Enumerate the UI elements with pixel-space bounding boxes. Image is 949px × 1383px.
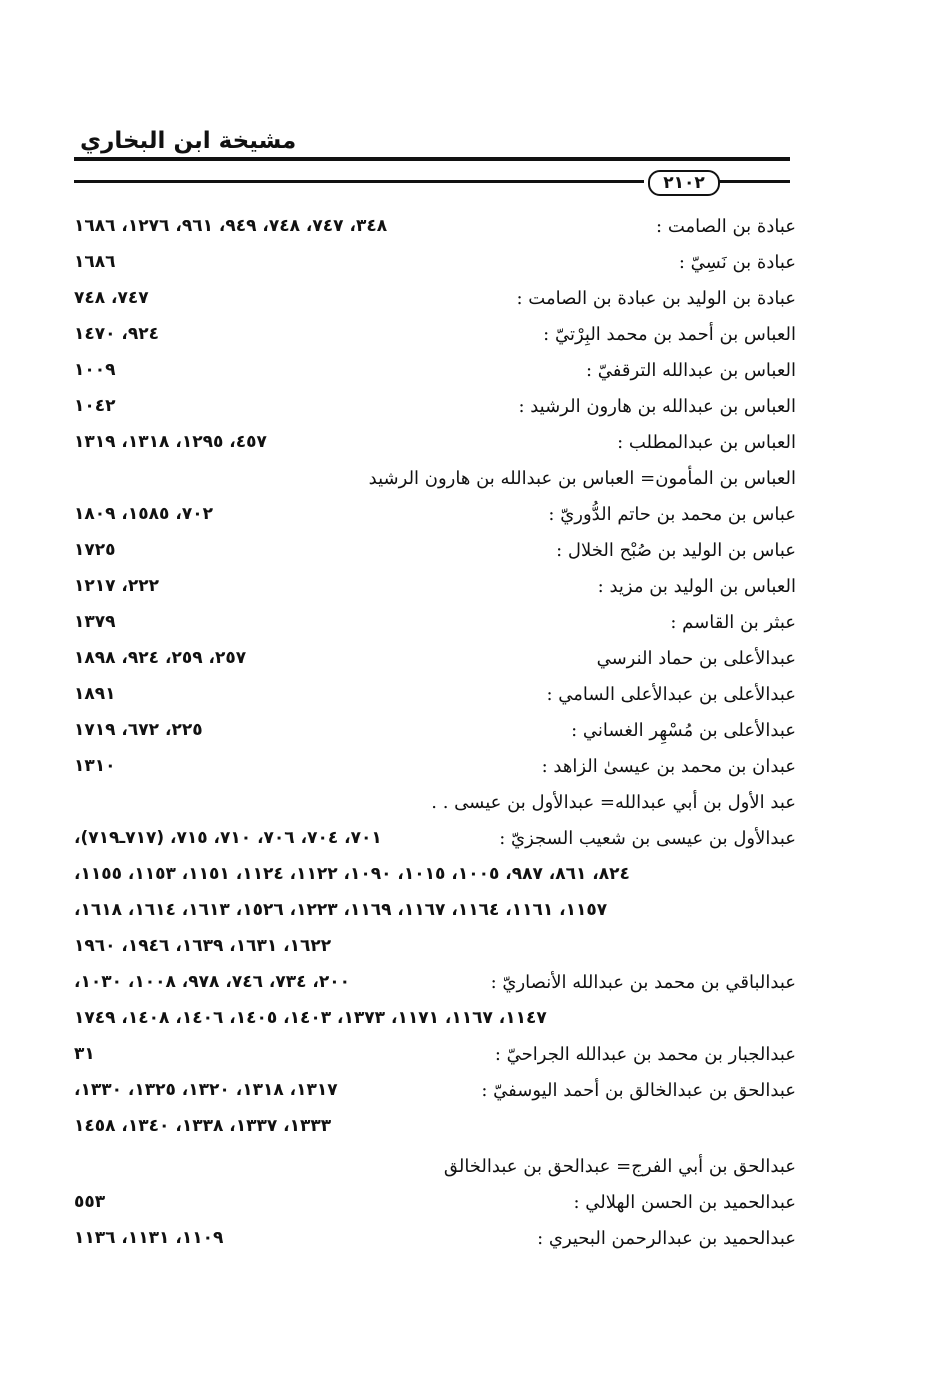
entry-references: ١٣٧٩ xyxy=(74,612,116,632)
entry-references: ١٦٨٦ xyxy=(74,252,116,272)
entry-name: عبدالأعلى بن حماد النرسي xyxy=(596,648,796,669)
index-entry xyxy=(74,572,796,608)
index-entry xyxy=(74,212,796,248)
entry-references: ١٣١٧، ١٣١٨، ١٣٢٠، ١٣٢٥، ١٣٣٠، xyxy=(74,1080,338,1100)
entry-references: ٩٢٤، ١٤٧٠ xyxy=(74,324,160,344)
entry-references: ٢٢٢، ١٢١٧ xyxy=(74,576,160,596)
entry-references: ٢٢٥، ٦٧٢، ١٧١٩ xyxy=(74,720,203,740)
index-entry xyxy=(74,536,796,572)
entry-references: ٧٤٧، ٧٤٨ xyxy=(74,288,149,308)
entry-name: عبادة بن نَسِيّ : xyxy=(678,252,796,273)
entry-name: عباس بن محمد بن حاتم الدُّوريّ : xyxy=(548,504,796,525)
index-entry xyxy=(74,1040,796,1076)
entry-name: العباس بن عبدالله الترقفيّ : xyxy=(586,360,796,381)
index-entry xyxy=(74,248,796,284)
entry-name: عبدالباقي بن محمد بن عبدالله الأنصاريّ : xyxy=(490,972,796,993)
entry-references-continued xyxy=(74,860,796,896)
entry-name: العباس بن المأمون= العباس بن عبدالله بن هارون الرشيد xyxy=(368,468,796,489)
index-entry xyxy=(74,716,796,752)
entry-name: العباس بن عبدالله بن هارون الرشيد : xyxy=(518,396,796,417)
index-entry xyxy=(74,752,796,788)
rule-line-left xyxy=(74,180,644,183)
entry-references: ٢٠٠، ٧٣٤، ٧٤٦، ٩٧٨، ١٠٠٨، ١٠٣٠، xyxy=(74,972,351,992)
entry-references-continued xyxy=(74,932,796,968)
entry-name: العباس بن عبدالمطلب : xyxy=(617,432,796,453)
entry-references: ٥٥٣ xyxy=(74,1192,106,1212)
page-number-rule xyxy=(74,170,790,194)
index-entries xyxy=(74,212,796,1260)
entry-name: عبادة بن الصامت : xyxy=(656,216,796,237)
index-entry xyxy=(74,392,796,428)
index-entry xyxy=(74,644,796,680)
entry-name: عبدان بن محمد بن عيسىٰ الزاهد : xyxy=(541,756,796,777)
index-entry xyxy=(74,608,796,644)
entry-references-continued xyxy=(74,1004,796,1040)
entry-references: ٢٥٧، ٢٥٩، ٩٢٤، ١٨٩٨ xyxy=(74,648,247,668)
index-entry xyxy=(74,1152,796,1188)
entry-name: عبد الأول بن أبي عبدالله= عبدالأول بن عيسى . . xyxy=(431,792,796,813)
entry-name: عبدالحق بن أبي الفرج= عبدالحق بن عبدالخالق xyxy=(443,1156,796,1177)
index-entry xyxy=(74,320,796,356)
entry-name: عبدالحميد بن عبدالرحمن البحيري : xyxy=(537,1228,796,1249)
index-entry xyxy=(74,500,796,536)
entry-references: ٧٠٢، ١٥٨٥، ١٨٠٩ xyxy=(74,504,213,524)
entry-name: عباس بن الوليد بن صُبْح الخلال : xyxy=(556,540,796,561)
index-entry xyxy=(74,464,796,500)
entry-name: عبدالأعلى بن عبدالأعلى السامي : xyxy=(546,684,796,705)
continued-references-text: ١١٤٧، ١١٦٧، ١١٧١، ١٣٧٣، ١٤٠٣، ١٤٠٥، ١٤٠٦، ١٤٠٨، ١٧٤٩ xyxy=(74,1008,547,1028)
index-entry xyxy=(74,680,796,716)
entry-name: عبدالأعلى بن مُسْهِر الغساني : xyxy=(571,720,796,741)
entry-name: عبدالحق بن عبدالخالق بن أحمد اليوسفيّ : xyxy=(481,1080,796,1101)
entry-name: عبدالحميد بن الحسن الهلالي : xyxy=(573,1192,796,1213)
index-entry xyxy=(74,1188,796,1224)
entry-references: ١٨٩١ xyxy=(74,684,116,704)
entry-references: ٣٤٨، ٧٤٧، ٧٤٨، ٩٤٩، ٩٦١، ١٢٧٦، ١٦٨٦ xyxy=(74,216,388,236)
index-entry xyxy=(74,968,796,1004)
entry-references: ١٠٠٩ xyxy=(74,360,116,380)
entry-references: ١٠٤٢ xyxy=(74,396,116,416)
index-entry xyxy=(74,428,796,464)
entry-name: عبدالأول بن عيسى بن شعيب السجزيّ : xyxy=(499,828,796,849)
entry-references-continued xyxy=(74,896,796,932)
entry-references: ٤٥٧، ١٢٩٥، ١٣١٨، ١٣١٩ xyxy=(74,432,267,452)
entry-references: ١٣١٠ xyxy=(74,756,116,776)
running-header-title: مشيخة ابن البخاري xyxy=(80,128,297,154)
continued-references-text: ١٦٢٢، ١٦٣١، ١٦٣٩، ١٩٤٦، ١٩٦٠ xyxy=(74,936,332,956)
entry-references: ١١٠٩، ١١٣١، ١١٣٦ xyxy=(74,1228,224,1248)
continued-references-text: ١١٥٧، ١١٦١، ١١٦٤، ١١٦٧، ١١٦٩، ١٢٢٣، ١٥٢٦، ١٦١٣، ١٦١٤، ١٦١٨، xyxy=(74,900,608,920)
index-entry xyxy=(74,824,796,860)
continued-references-text: ١٣٣٣، ١٣٣٧، ١٣٣٨، ١٣٤٠، ١٤٥٨ xyxy=(74,1116,332,1136)
entry-name: عبادة بن الوليد بن عبادة بن الصامت : xyxy=(516,288,796,309)
entry-references: ٧٠١، ٧٠٤، ٧٠٦، ٧١٠، ٧١٥، (٧١٧ـ٧١٩)، xyxy=(74,828,382,848)
index-entry xyxy=(74,788,796,824)
header-rule xyxy=(74,157,790,161)
entry-references: ١٧٢٥ xyxy=(74,540,116,560)
page-number: ٢١٠٢ xyxy=(648,170,720,196)
continued-references-text: ٨٢٤، ٨٦١، ٩٨٧، ١٠٠٥، ١٠١٥، ١٠٩٠، ١١٢٢، ١١٢٤، ١١٥١، ١١٥٣، ١١٥٥، xyxy=(74,864,630,884)
entry-name: عبثر بن القاسم : xyxy=(670,612,796,633)
index-entry xyxy=(74,284,796,320)
index-entry xyxy=(74,1076,796,1112)
entry-references: ٣١ xyxy=(74,1044,95,1064)
entry-references-continued xyxy=(74,1112,796,1148)
entry-name: عبدالجبار بن محمد بن عبدالله الجراحيّ : xyxy=(494,1044,796,1065)
index-entry xyxy=(74,1224,796,1260)
rule-line-right xyxy=(718,180,790,183)
entry-name: العباس بن أحمد بن محمد البِرْتيّ : xyxy=(543,324,796,345)
entry-name: العباس بن الوليد بن مزيد : xyxy=(597,576,796,597)
index-entry xyxy=(74,356,796,392)
